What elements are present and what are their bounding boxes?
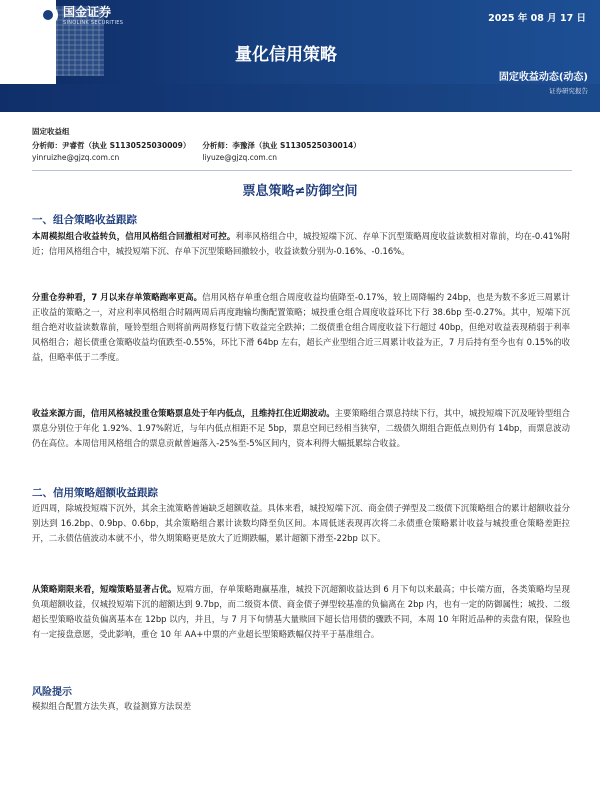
divider bbox=[32, 170, 572, 171]
banner-stripe bbox=[0, 84, 600, 112]
paragraph-4 bbox=[32, 501, 570, 546]
logo-icon bbox=[38, 5, 58, 25]
paragraph-2 bbox=[32, 290, 570, 365]
paragraph-3-lead: 收益来源方面，信用风格城投重仓策略票息处于年内低点，且维持扛住近期波动。 bbox=[32, 408, 335, 418]
report-banner bbox=[0, 0, 600, 112]
report-title: 票息策略≠防御空间 bbox=[242, 184, 358, 199]
section-heading-1: 一、组合策略收益跟踪 bbox=[32, 214, 137, 226]
section-heading-2: 二、信用策略超额收益跟踪 bbox=[32, 487, 158, 499]
risk-text: 模拟组合配置方法失真，收益测算方法误差 bbox=[32, 701, 192, 711]
paragraph-3 bbox=[32, 406, 570, 451]
paragraph-5-lead: 从策略期限来看，短端策略显著占优。 bbox=[32, 584, 177, 594]
paragraph-5-body: 短端方面，存单策略跑赢基准，城投下沉超额收益达到 6 月下旬以来最高；中长端方面，各类策略均呈现负项超额收益，仅城投短端下沉的超额达到 9.7bp，而二级资本债、商金债子弹型较基准的负偏离在 2bp 内，也有一定的防御属性；城投、二级超长型策略收益负偏离基本在 12bp 以内，并且，与 7 月下旬情基大量赎回下超长信用债的骤跌不同，本周 10 年附近品种的卖盘有限，保险也有一定接盘意愿，受此影响，重仓 10 年 AA+中票的产业超长型策略跌幅仅持平于基准组合。 bbox=[32, 584, 570, 639]
report-type: 固定收益动态(动态) bbox=[498, 72, 588, 83]
analyst-2-label: 分析师：李豫泽（执业 S1130525030014） bbox=[202, 141, 361, 150]
research-group: 固定收益组 bbox=[32, 127, 70, 136]
analyst-1 bbox=[32, 140, 190, 164]
analyst-1-email[interactable]: yinruizhe@gjzq.com.cn bbox=[32, 153, 120, 162]
paragraph-2-lead: 分重仓券种看，7 月以来存单策略跑率更高。 bbox=[32, 292, 203, 302]
author-block bbox=[32, 126, 572, 164]
paragraph-5 bbox=[32, 582, 570, 642]
risk-heading: 风险提示 bbox=[32, 687, 72, 698]
report-category: 证券研究报告 bbox=[549, 87, 588, 95]
logo-name-en: SINOLINK SECURITIES bbox=[63, 20, 124, 26]
strategy-title: 量化信用策略 bbox=[235, 45, 337, 65]
report-date: 2025 年 08 月 17 日 bbox=[488, 13, 586, 24]
paragraph-2-body: 信用风格存单重仓组合周度收益均值降至-0.17%，较上周降幅约 24bp，也是为数不多近三周累计正收益的策略之一，对应利率风格组合时隔两周后再度跑输均衡配置策略；城投重仓组合周度收益环比下行 38.6bp 至-0.27%。其中，短端下沉组合绝对收益读数靠前，哑铃型组合则将前两周修复行情下收益完全跌掉；二级债重仓组合周度收益下行超过 40bp，但绝对收益表现稍弱于利率风格组合；超长债重仓策略收益均值跌至-0.55%，环比下滑 64bp 左右，超长产业型组合近三周累计收益为正，7 月后持有至今也有 0.15%的收益，但略率低于二季度。 bbox=[32, 292, 571, 362]
paragraph-1 bbox=[32, 229, 570, 259]
analyst-2-email[interactable]: liyuze@gjzq.com.cn bbox=[202, 153, 277, 162]
brand-logo bbox=[38, 3, 123, 26]
paragraph-1-lead: 本周模拟组合收益转负，信用风格组合回撤相对可控。 bbox=[32, 231, 236, 241]
logo-name-cn: 国金证券 bbox=[63, 5, 112, 19]
paragraph-3-body: 主要策略组合票息持续下行，其中，城投短端下沉及哑铃型组合票息分别位于年化 1.92%、1.97%附近，与年内低点相距不足 5bp，票息空间已经相当狭窄，二级债久期组合距低点则仍有 14bp，而票息波动仍在高位。本周信用风格组合的票息贡献普遍落入-25%至-5%区间内，资本利得大幅抵累综合收益。 bbox=[32, 408, 570, 448]
analyst-2 bbox=[202, 140, 360, 164]
paragraph-4-body: 近四周，除城投短端下沉外，其余主流策略普遍缺乏超额收益。具体来看，城投短端下沉、商金债子弹型及二级债下沉策略组合的累计超额收益分别达到 16.2bp、0.9bp、0.6bp，其余策略组合累计读数均降至负区间。本周低迷表现再次将二永债重仓策略累计收益与城投重仓策略差距拉开，二永债估值波动本就不小，带久期策略更是放大了近期跌幅，累计超额下滑至-22bp 以下。 bbox=[32, 503, 570, 543]
paragraph-1-body: 利率风格组合中，城投短端下沉、存单下沉型策略周度收益读数相对靠前，均在-0.41%附近；信用风格组合中，城投短端下沉、存单下沉型策略回撤较小，收益读数分别为-0.16%、-0.16%。 bbox=[32, 231, 571, 256]
analyst-1-label: 分析师：尹睿哲（执业 S1130525030009） bbox=[32, 141, 191, 150]
